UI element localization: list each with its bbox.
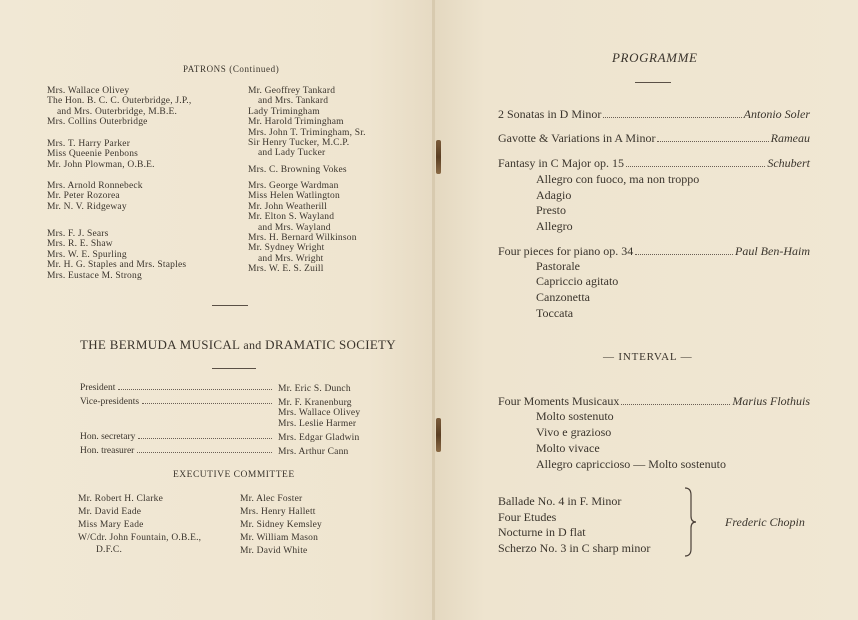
officer-name: Mrs. Leslie Harmer	[278, 418, 357, 429]
officer-role: Hon. secretary	[80, 432, 136, 442]
officer-role: Vice-presidents	[80, 397, 140, 407]
movement: Presto	[536, 203, 566, 217]
exec-col1	[78, 493, 201, 556]
officer-secretary	[80, 432, 275, 442]
leader-dots	[657, 141, 768, 142]
patron-name: Mr. Sydney Wright	[248, 243, 325, 254]
patrons-col1-group4	[47, 229, 186, 281]
programme-item-ben-haim	[498, 244, 810, 259]
leader-dots	[603, 117, 741, 118]
committee-member: Mr. David Eade	[78, 507, 142, 517]
officer-name: Mrs. Edgar Gladwin	[278, 433, 360, 443]
patron-name: Mrs. W. E. Spurling	[47, 249, 127, 260]
patron-name: Mrs. Arnold Ronnebeck	[47, 181, 143, 191]
patron-name: Mr. John Weatherill	[248, 201, 328, 212]
committee-member: Mrs. Henry Hallett	[240, 507, 316, 517]
committee-member: Mr. David White	[240, 546, 308, 556]
movement: Molto sostenuto	[536, 409, 614, 423]
composer-name: Schubert	[767, 156, 810, 170]
patron-name: Mr. H. G. Staples and Mrs. Staples	[47, 260, 187, 271]
staple-top	[436, 140, 441, 174]
patrons-col2-group1	[248, 86, 366, 159]
piece-title: Four Moments Musicaux	[498, 394, 620, 408]
society-title-part2: DRAMATIC SOCIETY	[265, 337, 396, 352]
officer-name: Mr. Eric S. Dunch	[278, 384, 351, 394]
movement: Allegro capriccioso — Molto sostenuto	[536, 457, 726, 471]
patrons-col1-group2	[47, 139, 155, 170]
patron-name: Mr. Peter Rozorea	[47, 191, 120, 202]
staple-bottom	[436, 418, 441, 452]
leader-dots	[626, 166, 765, 167]
patron-name: Mr. N. V. Ridgeway	[47, 201, 127, 212]
chopin-piece: Nocturne in D flat	[498, 525, 586, 539]
officer-name: Mr. F. Kranenburg	[278, 398, 352, 408]
patron-name: Mrs. Wallace Olivey	[47, 86, 130, 96]
movement: Molto vivace	[536, 441, 600, 455]
patron-name: and Mrs. Wayland	[258, 222, 331, 233]
programme-title: PROGRAMME	[612, 50, 698, 65]
chopin-piece: Four Etudes	[498, 510, 557, 524]
chopin-piece: Ballade No. 4 in F. Minor	[498, 494, 622, 508]
composer-name: Marius Flothuis	[732, 394, 810, 408]
society-title-part1: THE BERMUDA MUSICAL	[80, 337, 240, 352]
leader-dots	[138, 438, 272, 439]
patron-name: Mrs. F. J. Sears	[47, 229, 109, 239]
patron-name: Mrs. R. E. Shaw	[47, 239, 113, 250]
officer-president	[80, 383, 275, 393]
committee-member: Mr. Sidney Kemsley	[240, 520, 322, 530]
committee-member: W/Cdr. John Fountain, O.B.E.,	[78, 533, 202, 543]
patron-name: Mrs. George Wardman	[248, 181, 339, 191]
leader-dots	[635, 254, 733, 255]
exec-col2	[240, 493, 322, 558]
patron-name: Sir Henry Tucker, M.C.P.	[248, 137, 350, 148]
leader-dots	[621, 404, 730, 405]
center-fold	[432, 0, 435, 620]
patrons-col2-group2	[248, 165, 347, 175]
patrons-heading: PATRONS (Continued)	[183, 64, 280, 74]
patron-name: and Mrs. Tankard	[258, 96, 329, 107]
leader-dots	[118, 389, 272, 390]
patron-name: Mrs. T. Harry Parker	[47, 139, 131, 149]
patron-name: and Lady Tucker	[258, 148, 326, 159]
patron-name: Miss Queenie Penbons	[47, 149, 139, 160]
chopin-piece: Scherzo No. 3 in C sharp minor	[498, 541, 651, 555]
patron-name: Mrs. H. Bernard Wilkinson	[248, 232, 357, 243]
movement: Allegro	[536, 219, 573, 233]
piece-title: 2 Sonatas in D Minor	[498, 107, 602, 121]
patron-name: Mrs. W. E. S. Zuill	[248, 264, 324, 275]
patron-name: Mr. Elton S. Wayland	[248, 212, 335, 223]
patron-name: Mr. Geoffrey Tankard	[248, 86, 336, 96]
composer-name: Antonio Soler	[743, 107, 810, 121]
committee-member: Miss Mary Eade	[78, 520, 144, 530]
patron-name: The Hon. B. C. C. Outerbridge, J.P.,	[47, 96, 192, 107]
patrons-col2-group3	[248, 181, 357, 275]
movement: Pastorale	[536, 259, 580, 273]
patron-name: Mrs. John T. Trimingham, Sr.	[248, 127, 366, 138]
programme-item-flothuis	[498, 394, 810, 409]
leader-dots	[142, 403, 272, 404]
patron-name: Mr. Harold Trimingham	[248, 117, 344, 128]
piece-title: Four pieces for piano op. 34	[498, 244, 634, 258]
composer-name: Rameau	[770, 131, 810, 145]
patron-name: and Mrs. Wright	[258, 253, 324, 264]
patron-name: and Mrs. Outerbridge, M.B.E.	[57, 106, 178, 117]
composer-name: Paul Ben-Haim	[735, 244, 810, 258]
officer-treasurer	[80, 446, 275, 456]
movement: Allegro con fuoco, ma non troppo	[536, 172, 700, 186]
piece-title: Gavotte & Variations in A Minor	[498, 131, 656, 145]
committee-member: Mr. Alec Foster	[240, 494, 303, 504]
committee-member: D.F.C.	[96, 545, 123, 555]
officer-vice-presidents	[80, 397, 275, 407]
movement: Adagio	[536, 188, 572, 202]
patrons-col1-group3	[47, 181, 143, 212]
interval-marker	[603, 351, 692, 363]
exec-committee-heading: EXECUTIVE COMMITTEE	[173, 470, 295, 480]
movement: Canzonetta	[536, 290, 590, 304]
programme-item-rameau	[498, 131, 810, 146]
divider-rule	[212, 368, 256, 369]
society-title-and: and	[243, 338, 262, 352]
committee-member: Mr. William Mason	[240, 533, 319, 543]
patron-name: Mr. John Plowman, O.B.E.	[47, 159, 155, 170]
officer-name: Mrs. Arthur Cann	[278, 447, 349, 457]
society-title	[80, 337, 396, 353]
patron-name: Mrs. Eustace M. Strong	[47, 270, 142, 281]
patron-name: Mrs. Collins Outerbridge	[47, 117, 148, 128]
committee-member: Mr. Robert H. Clarke	[78, 494, 164, 504]
patrons-col1-group1	[47, 86, 191, 128]
movement: Capriccio agitato	[536, 274, 619, 288]
leader-dots	[137, 452, 272, 453]
movement: Toccata	[536, 306, 574, 320]
divider-rule	[212, 305, 248, 306]
brace-icon	[683, 487, 697, 557]
officer-names	[278, 398, 360, 429]
dash-icon: —	[677, 351, 693, 363]
officer-role: Hon. treasurer	[80, 446, 135, 456]
piece-title: Fantasy in C Major op. 15	[498, 156, 624, 170]
movement: Vivo e grazioso	[536, 425, 612, 439]
composer-name-chopin: Frederic Chopin	[725, 515, 805, 529]
patron-name: Miss Helen Watlington	[248, 191, 340, 202]
patron-name: Lady Trimingham	[248, 106, 320, 117]
programme-item-schubert	[498, 156, 810, 171]
divider-rule	[635, 82, 671, 83]
patron-name: Mrs. C. Browning Vokes	[248, 165, 347, 175]
interval-label: INTERVAL	[618, 351, 678, 363]
dash-icon: —	[603, 351, 619, 363]
officer-name: Mrs. Wallace Olivey	[278, 408, 361, 419]
officer-role: President	[80, 383, 116, 393]
programme-item-soler	[498, 107, 810, 122]
